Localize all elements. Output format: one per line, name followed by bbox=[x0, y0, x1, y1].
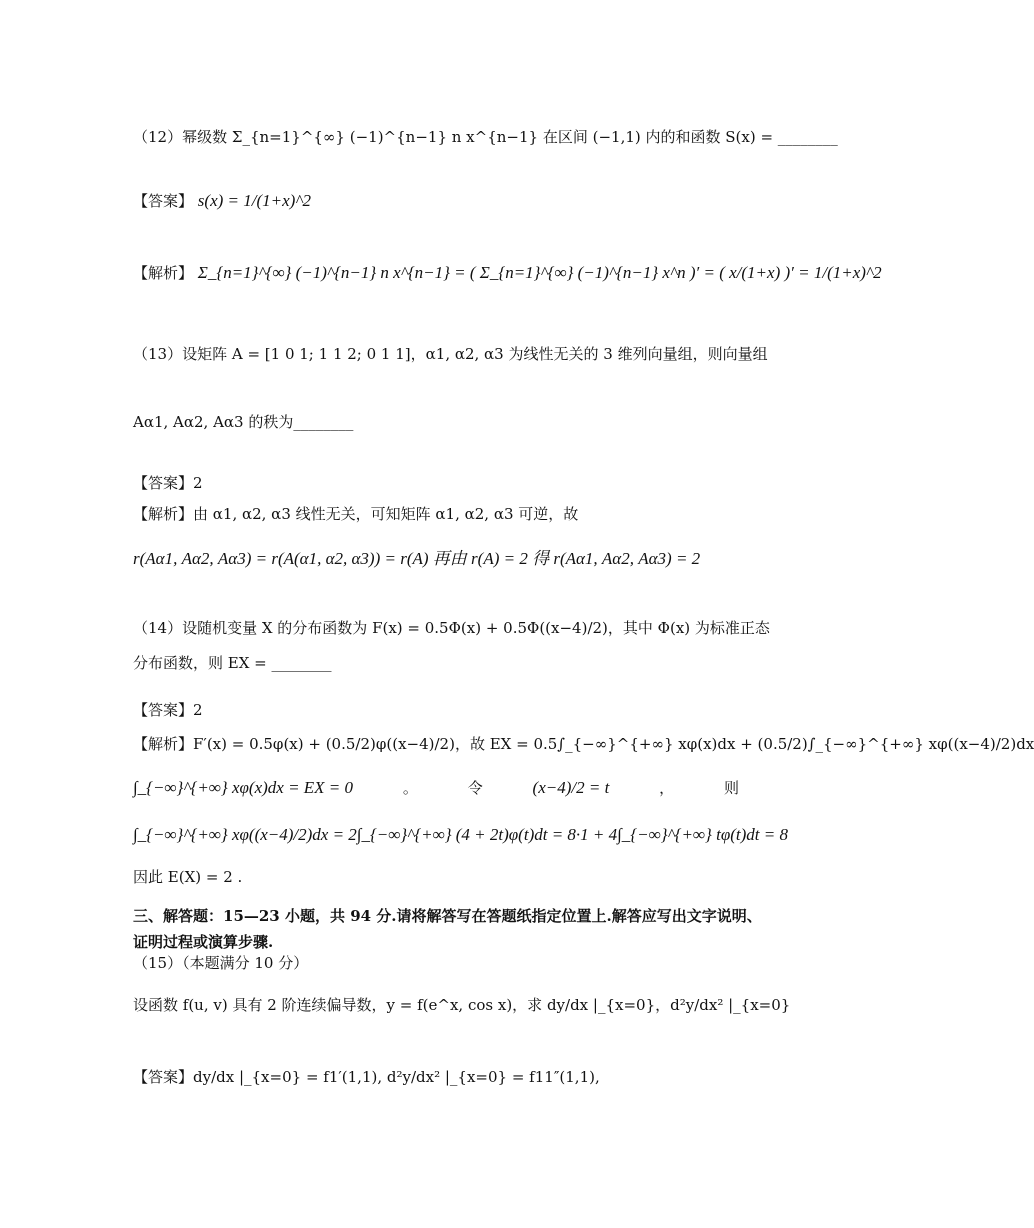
q13-question-line2: Aα1, Aα2, Aα3 的秩为________ bbox=[133, 413, 354, 431]
q13-analysis-line2: r(Aα1, Aα2, Aα3) = r(A(α1, α2, α3)) = r(A) 再由 r(A) = 2 得 r(Aα1, Aα2, Aα3) = 2 bbox=[133, 549, 701, 568]
section3-heading-line1: 三、解答题：15—23 小题，共 94 分.请将解答写在答题纸指定位置上.解答应写出文字说明、 bbox=[133, 907, 762, 925]
q14-analysis-line2-d: (x−4)/2 = t bbox=[532, 778, 610, 797]
q14-analysis-line2-a: ∫_{−∞}^{+∞} xφ(x)dx = EX = 0 bbox=[133, 778, 354, 797]
q13-question-line1: （13）设矩阵 A = [1 0 1; 1 1 2; 0 1 1]，α1, α2, α3 为线性无关的 3 维列向量组，则向量组 bbox=[133, 345, 768, 363]
q12-analysis bbox=[133, 262, 882, 284]
q12-question: （12）幂级数 Σ_{n=1}^{∞} (−1)^{n−1} n x^{n−1} 在区间 (−1,1) 内的和函数 S(x) = ________ bbox=[133, 128, 838, 146]
q12-answer-formula: s(x) = 1/(1+x)^2 bbox=[197, 191, 311, 210]
q14-question-line2: 分布函数，则 EX = ________ bbox=[133, 654, 332, 672]
q14-analysis-line2-e: ， bbox=[659, 779, 675, 797]
q14-analysis-line3: ∫_{−∞}^{+∞} xφ((x−4)/2)dx = 2∫_{−∞}^{+∞} (4 + 2t)φ(t)dt = 8·1 + 4∫_{−∞}^{+∞} tφ(t)dt = 8 bbox=[133, 825, 788, 844]
q14-analysis-line4: 因此 E(X) = 2 . bbox=[133, 868, 243, 886]
q14-analysis-line2-b: 。 bbox=[402, 779, 418, 797]
q12-analysis-formula: Σ_{n=1}^{∞} (−1)^{n−1} n x^{n−1} = ( Σ_{n=1}^{∞} (−1)^{n−1} x^n )′ = ( x/(1+x) )′ = 1/(1+x)^2 bbox=[197, 263, 882, 282]
section3-heading-line2: 证明过程或演算步骤. bbox=[133, 933, 274, 951]
q14-question-line1: （14）设随机变量 X 的分布函数为 F(x) = 0.5Φ(x) + 0.5Φ((x−4)/2)，其中 Φ(x) 为标准正态 bbox=[133, 619, 770, 637]
q14-analysis-line2-c: 令 bbox=[467, 779, 483, 797]
q14-analysis-line2 bbox=[133, 777, 739, 799]
q15-label: （15）（本题满分 10 分） bbox=[133, 954, 309, 972]
q12-analysis-tag: 【解析】 bbox=[133, 264, 194, 282]
q15-question: 设函数 f(u, v) 具有 2 阶连续偏导数，y = f(e^x, cos x)，求 dy/dx |_{x=0}，d²y/dx² |_{x=0} bbox=[133, 996, 791, 1014]
q14-answer: 【答案】2 bbox=[133, 701, 203, 719]
q15-answer: 【答案】dy/dx |_{x=0} = f1′(1,1), d²y/dx² |_{x=0} = f11″(1,1), bbox=[133, 1068, 600, 1086]
q13-answer: 【答案】2 bbox=[133, 474, 203, 492]
q14-analysis-line1: 【解析】F′(x) = 0.5φ(x) + (0.5/2)φ((x−4)/2)，故 EX = 0.5∫_{−∞}^{+∞} xφ(x)dx + (0.5/2)∫_{−∞}^{+∞} xφ((x−4)/2)dx bbox=[133, 735, 1034, 753]
q13-analysis-line1: 【解析】由 α1, α2, α3 线性无关，可知矩阵 α1, α2, α3 可逆，故 bbox=[133, 505, 579, 523]
q12-answer-tag: 【答案】 bbox=[133, 192, 194, 210]
q14-analysis-line2-f: 则 bbox=[723, 779, 739, 797]
q12-answer bbox=[133, 190, 739, 212]
